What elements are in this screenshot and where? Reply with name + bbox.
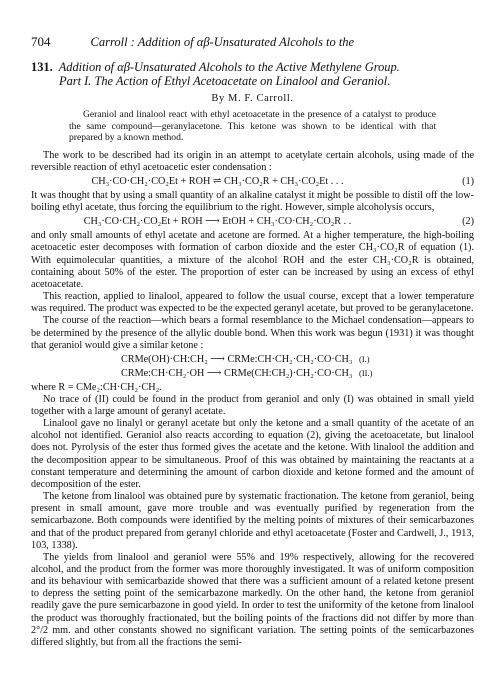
article-title-line2: Part I. The Action of Ethyl Acetoacetate on Linalool and Geraniol. xyxy=(59,74,391,89)
article-body xyxy=(31,150,474,649)
paragraph-9: The yields from linalool and geraniol were 55% and 19% respectively, allowing for the recovered alcohol, and the product from the former was more thoroughly investigated. It was of uniform composition and its behaviour with semicarbazide showed that there was a sufficient amount of a related ketone present to depress the setting point of the semicarbazone markedly. On the other hand, the ketone from geraniol readily gave the pure semicarbazone in good yield. In order to test the uniformity of the ketone from linalool the product was thoroughly fractionated, but the boiling points of the fractions did not differ by more than 2°/2 mm. and other constants showed no significant variation. The setting points of the semicarbazones differed slightly, but from all the fractions the semi- xyxy=(31,551,474,648)
running-title: Carroll : Addition of αβ-Unsaturated Alcohols to the xyxy=(90,35,355,49)
paragraph-3: and only small amounts of ethyl acetate and acetone are formed. At a higher temperature, the high-boiling acetoacetic ester decomposes with formation of carbon dioxide and the ester CH₃·CO₂R of equation (1). With equimolecular quantities, a mixture of the alcohol ROH and the ester CH₃·CO₂R is obtained, containing about 50% of the ester. The proportion of ester can be increased by using an excess of ethyl acetoacetate. xyxy=(31,230,474,290)
article-number: 131. xyxy=(31,60,53,74)
paragraph-7: Linalool gave no linalyl or geranyl acetate but only the ketone and a small quantity of the acetate of an alcohol not identified. Geraniol also reacts according to equation (2), giving the acetoacetate, but linalool does not. Pyrolysis of the ester thus formed gives the acetate and the ketone. With linalool the addition and the decomposition appear to be simultaneous. Proof of this was obtained by maintaining the reactants at a constant temperature and determining the amount of carbon dioxide and ketone formed and the amount of decomposition of the ester. xyxy=(31,418,474,490)
author-line: By M. F. Carroll. xyxy=(211,93,294,105)
paragraph-6: No trace of (II) could be found in the product from geraniol and only (I) was obtained in small yield together with a large amount of geranyl acetate. xyxy=(31,393,474,417)
running-header xyxy=(31,34,474,50)
equation-4-expression: CRMe:CH·CH₂·OH ⟶ CRMe(CH:CH₂)·CH₂·CO·CH₃ xyxy=(121,368,353,380)
abstract: Geraniol and linalool react with ethyl acetoacetate in the presence of a catalyst to produce the same compound—geranylacetone. This ketone was shown to be identical with that prepared by a known method. xyxy=(69,109,436,144)
equation-1 xyxy=(31,175,474,189)
article-title xyxy=(31,60,474,88)
equation-2-number: (2) xyxy=(462,216,474,228)
equation-4 xyxy=(31,367,474,380)
equation-1-number: (1) xyxy=(462,175,474,187)
equation-4-tag: (II.) xyxy=(358,368,373,379)
equation-3-expression: CRMe(OH)·CH:CH₂ ⟶ CRMe:CH·CH₂·CH₂·CO·CH₃ xyxy=(121,353,353,365)
page-number: 704 xyxy=(31,34,51,49)
equation-2 xyxy=(31,215,474,229)
equation-3-tag: (I.) xyxy=(358,353,370,364)
equation-1-expression: CH₃·CO·CH₂·CO₂Et + ROH ⇌ CH₃·CO₂R + CH₃·CO₂Et . . . xyxy=(91,175,344,187)
where-clause: where R = CMe₂:CH·CH₂·CH₂. xyxy=(31,381,162,393)
paragraph-5: The course of the reaction—which bears a formal resemblance to the Michael condensation—appears to be determined by the presence of the allylic double bond. When this work was begun (1931) it was thought that geraniol would give a similar ketone : xyxy=(31,315,474,351)
paragraph-8: The ketone from linalool was obtained pure by systematic fractionation. The ketone from geraniol, being present in small amount, gave more trouble and was eventually purified by regeneration from the semicarbazone. Both compounds were identified by the melting points of mixtures of their semicarbazones and that of the product prepared from geranyl chloride and ethyl acetoacetate (Foster and Cardwell, J., 1913, 103, 1338). xyxy=(31,491,474,551)
equation-3 xyxy=(31,353,474,366)
paragraph-2: It was thought that by using a small quantity of an alkaline catalyst it might be possible to distil off the low-boiling ethyl acetate, thus forcing the equilibrium to the right. However, simple alcoholysis occurs, xyxy=(31,189,474,214)
paragraph-4: This reaction, applied to linalool, appeared to follow the usual course, except that a lower temperature was required. The product was expected to be the expected geranyl acetate, but proved to be geranylacetone. xyxy=(31,291,474,315)
equation-2-expression: CH₃·CO·CH₂·CO₂Et + ROH ⟶ EtOH + CH₃·CO·CH₂·CO₂R . . xyxy=(83,216,352,228)
article-title-line1: Addition of αβ-Unsaturated Alcohols to the Active Methylene Group. xyxy=(58,60,400,74)
paragraph-1: The work to be described had its origin in an attempt to acetylate certain alcohols, using made of the reversible reaction of ethyl acetoacetic ester condensation : xyxy=(31,149,474,173)
